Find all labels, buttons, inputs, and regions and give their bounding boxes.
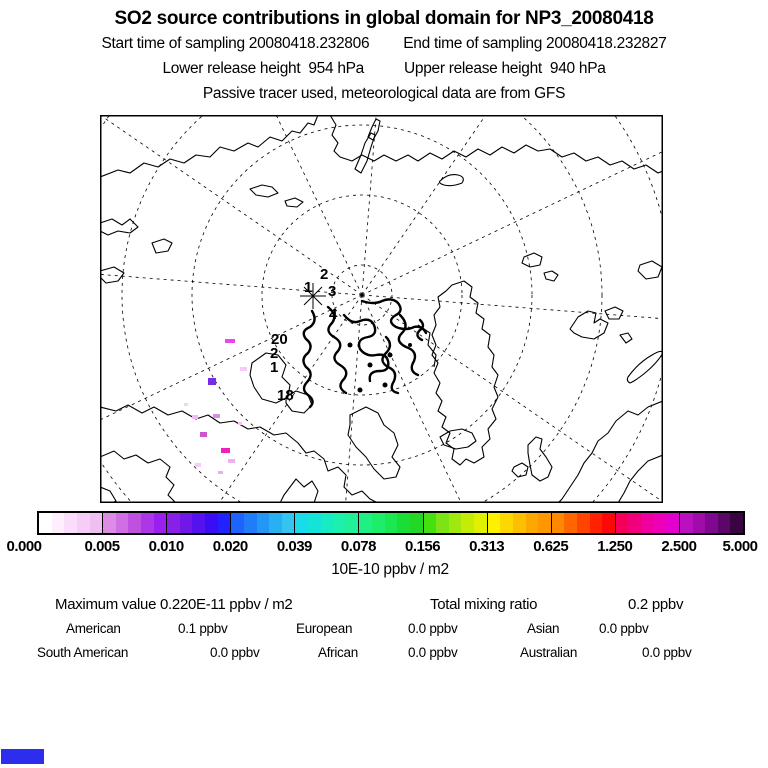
colorbar-tick: 0.020 — [212, 538, 248, 555]
colorbar-cell — [128, 513, 141, 533]
colorbar-cell — [372, 513, 385, 533]
colorbar-cell — [654, 513, 667, 533]
concentration-dot — [184, 403, 188, 406]
concentration-dot — [221, 448, 230, 453]
colorbar-cell — [590, 513, 603, 533]
colorbar-block — [358, 513, 422, 533]
colorbar-cell — [385, 513, 398, 533]
stat-text: 0.2 ppbv — [628, 596, 684, 613]
colorbar-cell — [295, 513, 308, 533]
map-station-label: 18 — [277, 387, 294, 404]
stat-text: 0.0 ppbv — [408, 621, 458, 636]
colorbar-cell — [90, 513, 103, 533]
graticule-radial — [362, 115, 645, 295]
colorbar-cell — [321, 513, 334, 533]
colorbar-cell — [693, 513, 706, 533]
colorbar-tick: 0.313 — [469, 538, 505, 555]
graticule-radial — [362, 115, 401, 295]
colorbar-cell — [564, 513, 577, 533]
colorbar-cell — [218, 513, 231, 533]
stat-text: 0.0 ppbv — [408, 645, 458, 660]
colorbar-cell — [154, 513, 167, 533]
colorbar-tick: 0.078 — [340, 538, 376, 555]
colorbar-cell — [538, 513, 551, 533]
colorbar-block — [230, 513, 294, 533]
contour-blobs — [348, 343, 413, 393]
colorbar-cell — [602, 513, 615, 533]
colorbar-cell — [526, 513, 539, 533]
colorbar-block — [551, 513, 615, 533]
stat-text: Australian — [520, 645, 578, 660]
colorbar-cell — [269, 513, 282, 533]
stat-text: American — [66, 621, 121, 636]
release-heights-line — [162, 60, 605, 78]
colorbar-block — [615, 513, 679, 533]
colorbar-tick: 0.000 — [6, 538, 42, 555]
colorbar-block — [102, 513, 166, 533]
stats-row-contrib-2 — [0, 645, 768, 663]
upper-release-text: Upper release height 940 hPa — [404, 60, 606, 77]
colorbar-cell — [705, 513, 718, 533]
sampling-times-line — [101, 35, 666, 53]
colorbar-cell — [141, 513, 154, 533]
colorbar-block — [166, 513, 230, 533]
colorbar-tick: 2.500 — [661, 538, 697, 555]
colorbar-cell — [346, 513, 359, 533]
colorbar-cell — [359, 513, 372, 533]
logo-bar — [1, 749, 44, 764]
polar-map-svg — [100, 115, 663, 503]
colorbar — [37, 511, 745, 535]
concentration-dot — [195, 463, 201, 467]
stat-text: European — [296, 621, 353, 636]
stats-row-max — [0, 596, 768, 614]
colorbar-cell — [205, 513, 218, 533]
colorbar-cell — [552, 513, 565, 533]
map-station-label: 1 — [304, 279, 313, 296]
colorbar-block — [679, 513, 743, 533]
stat-text: South American — [37, 645, 129, 660]
colorbar-cell — [77, 513, 90, 533]
colorbar-cell — [436, 513, 449, 533]
concentration-dots — [184, 339, 247, 474]
concentration-dot — [238, 422, 242, 425]
concentration-dot — [208, 378, 216, 385]
concentration-dot — [228, 459, 235, 463]
colorbar-cell — [616, 513, 629, 533]
colorbar-unit-label: 10E-10 ppbv / m2 — [331, 561, 449, 578]
colorbar-tick: 1.250 — [597, 538, 633, 555]
colorbar-cell — [244, 513, 257, 533]
colorbar-cell — [180, 513, 193, 533]
colorbar-block — [487, 513, 551, 533]
colorbar-cell — [730, 513, 743, 533]
stat-text: Maximum value — [55, 596, 157, 613]
graticule-radial — [362, 115, 663, 295]
colorbar-tick: 0.039 — [276, 538, 312, 555]
map-frame — [101, 116, 663, 503]
concentration-dot — [218, 471, 223, 474]
map-station-label: 3 — [328, 283, 337, 300]
colorbar-tick-labels — [0, 538, 768, 556]
graticule-radial — [147, 115, 362, 295]
colorbar-cell — [397, 513, 410, 533]
stat-text: Asian — [527, 621, 560, 636]
colorbar-block — [39, 513, 102, 533]
stat-text: 0.0 ppbv — [642, 645, 692, 660]
tracer-note: Passive tracer used, meteorological data are from GFS — [202, 85, 566, 102]
map-station-label: 4 — [329, 306, 338, 323]
colorbar-cell — [500, 513, 513, 533]
colorbar-cell — [488, 513, 501, 533]
graticule-radial — [100, 295, 362, 503]
stat-text: 0.1 ppbv — [178, 621, 228, 636]
map-station-label: 2 — [270, 345, 279, 362]
lower-release-text: Lower release height 954 hPa — [162, 60, 364, 77]
end-time-text: End time of sampling 20080418.232827 — [403, 35, 667, 52]
colorbar-tick: 0.010 — [148, 538, 184, 555]
concentration-dot — [213, 414, 220, 418]
colorbar-cell — [39, 513, 52, 533]
concentration-dot — [192, 415, 198, 419]
colorbar-cell — [103, 513, 116, 533]
colorbar-cell — [424, 513, 437, 533]
stat-text: African — [318, 645, 358, 660]
colorbar-cell — [474, 513, 487, 533]
colorbar-cell — [461, 513, 474, 533]
map-station-label: 2 — [320, 266, 329, 283]
colorbar-cell — [666, 513, 679, 533]
colorbar-cell — [282, 513, 295, 533]
colorbar-cell — [628, 513, 641, 533]
map-station-label: 20 — [271, 331, 288, 348]
colorbar-cell — [231, 513, 244, 533]
colorbar-block — [294, 513, 358, 533]
graticule-radial — [100, 295, 362, 503]
colorbar-cell — [192, 513, 205, 533]
start-time-text: Start time of sampling 20080418.232806 — [101, 35, 370, 52]
colorbar-cell — [308, 513, 321, 533]
concentration-dot — [240, 367, 247, 371]
stat-text: 0.220E-11 ppbv / m2 — [160, 596, 293, 613]
colorbar-cell — [52, 513, 65, 533]
map-station-label: 1 — [270, 359, 279, 376]
colorbar-cell — [449, 513, 462, 533]
colorbar-tick: 5.000 — [722, 538, 758, 555]
stat-text: 0.0 ppbv — [599, 621, 649, 636]
concentration-dot — [200, 432, 207, 437]
colorbar-cell — [64, 513, 77, 533]
colorbar-cell — [333, 513, 346, 533]
stat-text: 0.0 ppbv — [210, 645, 260, 660]
graticule — [100, 115, 663, 503]
page-title: SO2 source contributions in global domain for NP3_20080418 — [114, 8, 654, 29]
coastlines — [100, 115, 663, 503]
colorbar-cell — [116, 513, 129, 533]
colorbar-tick: 0.625 — [533, 538, 569, 555]
colorbar-block — [423, 513, 487, 533]
colorbar-cell — [257, 513, 270, 533]
colorbar-cell — [680, 513, 693, 533]
colorbar-cell — [513, 513, 526, 533]
colorbar-cell — [577, 513, 590, 533]
colorbar-tick: 0.005 — [84, 538, 120, 555]
polar-map — [100, 115, 663, 503]
colorbar-tick: 0.156 — [405, 538, 441, 555]
colorbar-cell — [167, 513, 180, 533]
colorbar-cell — [718, 513, 731, 533]
concentration-dot — [225, 339, 235, 343]
stat-text: Total mixing ratio — [430, 596, 538, 613]
colorbar-cell — [641, 513, 654, 533]
colorbar-cell — [410, 513, 423, 533]
stats-row-contrib-1 — [0, 621, 768, 639]
